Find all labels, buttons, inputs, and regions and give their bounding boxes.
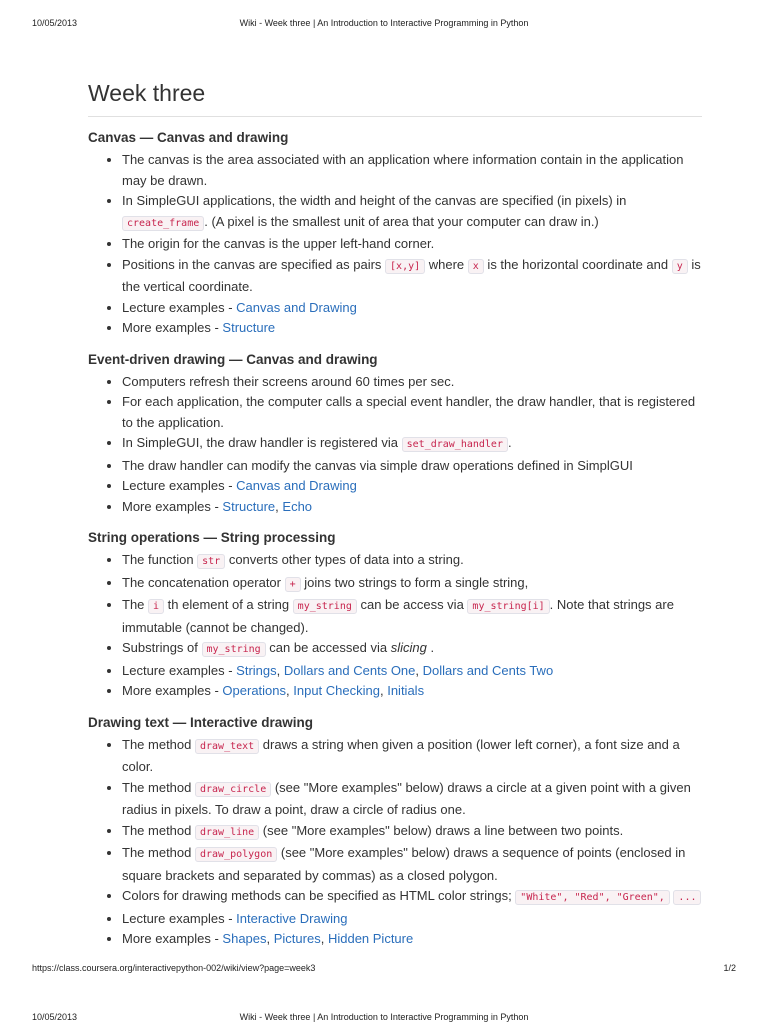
list-item [122,234,702,255]
print-footer [32,963,736,975]
item-text: Lecture examples - [122,478,237,493]
inline-code: create_frame [122,216,204,231]
example-link[interactable]: Input Checking [293,683,380,698]
example-link[interactable]: Structure [222,498,276,514]
inline-code: draw_circle [195,782,271,797]
item-text: , [415,662,423,678]
inline-code: y [672,259,688,274]
item-text: Colors for drawing methods can be specified as HTML color strings; [122,888,516,903]
example-link[interactable]: Operations [222,683,287,698]
inline-code: + [285,577,301,592]
inline-code: draw_line [195,825,259,840]
list-item [122,433,702,456]
item-text: The [122,597,149,612]
item-text: The method [122,845,195,860]
bullet-list [88,150,702,339]
section-heading: Canvas — Canvas and drawing [88,130,289,145]
section [88,351,702,518]
item-text: converts other types of data into a string. [225,552,464,567]
list-item [122,735,702,778]
item-text: where [425,256,468,272]
inline-code: my_string [202,642,266,657]
print-title: Wiki - Week three | An Introduction to Interactive Programming in Python [239,18,529,28]
inline-code: i [148,599,164,614]
item-text: Lecture examples - [122,662,237,678]
example-link[interactable]: Initials [387,683,425,698]
item-text: More examples - [122,683,223,698]
sections-container [88,129,702,950]
item-text: is the vertical coordinate. [122,256,701,294]
page-number: 1/2 [723,963,736,973]
bullet-list [88,372,702,518]
inline-code: draw_text [195,739,259,754]
list-item [122,638,702,661]
section [88,529,702,702]
item-text: The function [122,552,198,567]
next-page-header [32,1012,736,1024]
list-item [122,681,702,702]
inline-code: draw_polygon [195,847,277,862]
item-text: . [507,435,512,450]
item-text: For each application, the computer calls a special event handler, the draw handler, that is registered to the application. [122,394,696,430]
item-text: More examples - [122,931,223,946]
list-item [122,318,702,339]
item-text: The canvas is the area associated with an application where information contain in the application may be drawn. [122,152,684,188]
item-text: Substrings of [122,640,202,655]
item-text: Lecture examples - [122,910,237,926]
list-item [122,929,702,950]
list-item [122,191,702,234]
list-item [122,456,702,477]
list-item [122,476,702,497]
item-text: th element of a string [164,597,293,612]
item-text: Lecture examples - [122,299,237,315]
section-heading: Drawing text — Interactive drawing [88,714,314,730]
item-text: In SimpleGUI applications, the width and height of the canvas are specified (in pixels) in [122,193,627,208]
item-text: can be access via [356,597,468,612]
item-text: , [275,498,283,514]
item-text: The concatenation operator [122,574,285,590]
example-link[interactable]: Structure [222,320,276,335]
bullet-list [88,735,702,950]
next-page-title: Wiki - Week three | An Introduction to Interactive Programming in Python [239,1012,529,1022]
list-item [122,573,702,596]
item-text: The draw handler can modify the canvas via simple draw operations defined in SimplGUI [122,457,633,473]
inline-code: x [468,259,484,274]
list-item [122,909,702,930]
item-text: , [266,931,274,946]
section-heading: String operations — String processing [88,530,336,545]
item-text: (see "More examples" below) draws a sequence of points (enclosed in square brackets and separated by commas) as a closed polygon. [122,845,686,883]
item-text: The origin for the canvas is the upper left-hand corner. [122,236,435,251]
item-text: . (A pixel is the smallest unit of area that your computer can draw in.) [204,213,599,229]
item-text: The method [122,779,195,795]
list-item [122,595,702,638]
example-link[interactable]: Shapes [222,931,267,946]
item-text: Positions in the canvas are specified as pairs [122,256,386,272]
item-text: can be accessed via [265,640,391,655]
section-heading: Event-driven drawing — Canvas and drawing [88,351,378,367]
item-text: draws a string when given a position (lower left corner), a font size and a color. [122,736,680,774]
example-link[interactable]: Pictures [273,931,321,946]
inline-code: str [197,554,225,569]
item-text: joins two strings to form a single string, [300,574,529,590]
inline-code: [x,y] [385,259,425,274]
example-link[interactable]: Hidden Picture [327,931,414,946]
list-item [122,661,702,682]
item-text: . [426,640,435,655]
print-header [32,18,736,32]
list-item [122,778,702,821]
example-link[interactable]: Canvas and Drawing [236,478,357,493]
inline-code: set_draw_handler [402,437,508,452]
section [88,714,702,950]
item-text: is the horizontal coordinate and [483,256,672,272]
list-item [122,843,702,886]
item-text: , [379,683,388,698]
example-link[interactable]: Dollars and Cents One [283,662,416,678]
list-item [122,298,702,319]
wiki-content [88,78,702,950]
list-item [122,497,702,518]
next-page-date: 10/05/2013 [32,1012,78,1022]
list-item [122,550,702,573]
inline-code: my_string [293,599,357,614]
item-text: More examples - [122,498,223,514]
item-text: , [320,931,328,946]
item-text: More examples - [122,320,223,335]
example-link[interactable]: Canvas and Drawing [236,299,357,315]
list-item [122,392,702,433]
item-text: In SimpleGUI, the draw handler is registered via [122,435,402,450]
emphasis-text: slicing [390,640,427,655]
list-item [122,255,702,298]
item-text: , [286,683,294,698]
item-text: , [276,662,284,678]
example-link[interactable]: Strings [236,662,277,678]
print-date: 10/05/2013 [32,18,78,28]
section [88,129,702,339]
item-text: (see "More examples" below) draws a circle at a given point with a given radius in pixels. To draw a point, draw a circle of radius one. [122,779,691,817]
inline-code: my_string[i] [467,599,549,614]
item-text: The method [122,736,195,752]
list-item [122,886,702,909]
list-item [122,821,702,844]
item-text: . Note that strings are immutable (cannot be changed). [122,597,674,635]
item-text: (see "More examples" below) draws a line between two points. [259,822,624,838]
list-item [122,150,702,191]
example-link[interactable]: Dollars and Cents Two [422,662,554,678]
bullet-list [88,550,702,702]
inline-code: ... [673,890,701,905]
example-link[interactable]: Echo [282,498,313,514]
page-url: https://class.coursera.org/interactivepython-002/wiki/view?page=week3 [32,963,316,973]
page-title: Week three [88,78,702,117]
inline-code: "White", "Red", "Green", [515,890,670,905]
item-text: Computers refresh their screens around 60 times per sec. [122,373,455,389]
list-item [122,372,702,393]
item-text: The method [122,822,195,838]
example-link[interactable]: Interactive Drawing [236,910,348,926]
